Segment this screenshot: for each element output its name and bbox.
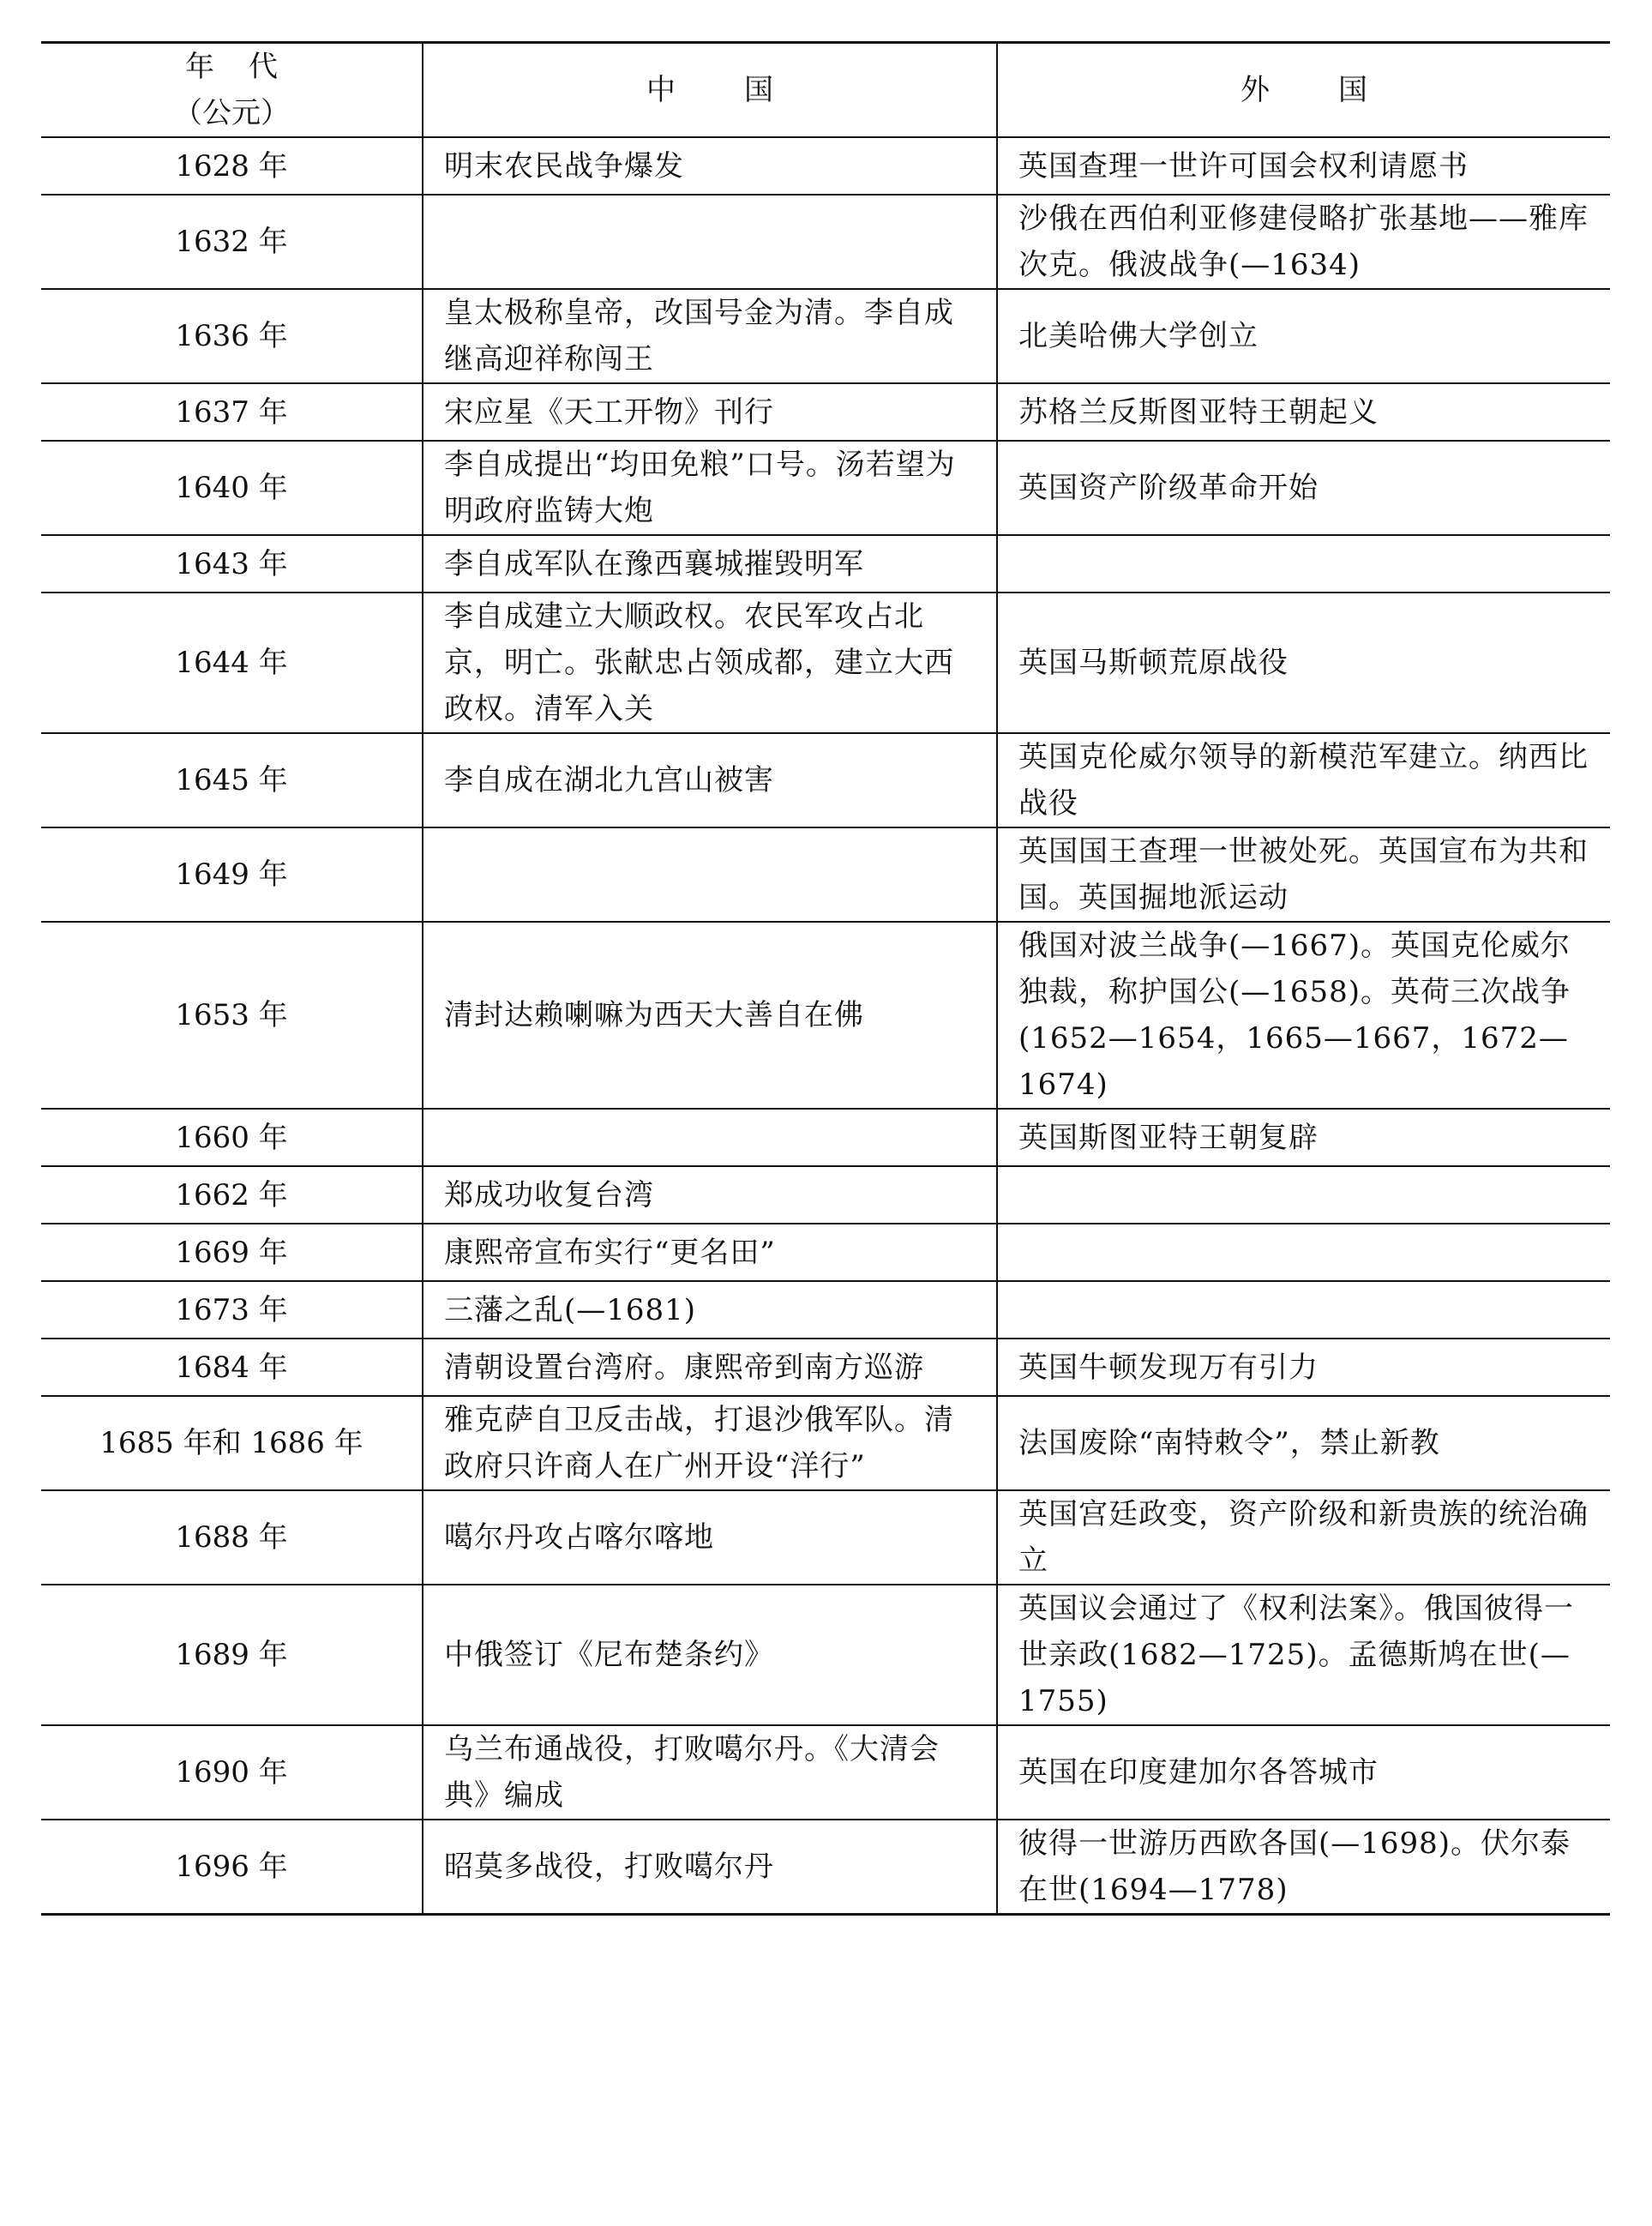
cell-foreign: 沙俄在西伯利亚修建侵略扩张基地——雅库次克。俄波战争(—1634) (997, 195, 1610, 289)
cell-china: 郑成功收复台湾 (423, 1166, 997, 1224)
cell-china: 乌兰布通战役，打败噶尔丹。《大清会典》编成 (423, 1725, 997, 1820)
table-row (41, 137, 1610, 195)
cell-foreign: 俄国对波兰战争(—1667)。英国克伦威尔独裁，称护国公(—1658)。英荷三次战争(1652—1654，1665—1667，1672—1674) (997, 922, 1610, 1109)
cell-foreign: 英国斯图亚特王朝复辟 (997, 1109, 1610, 1166)
cell-china: 雅克萨自卫反击战，打退沙俄军队。清政府只许商人在广州开设“洋行” (423, 1396, 997, 1490)
cell-foreign: 法国废除“南特敕令”，禁止新教 (997, 1396, 1610, 1490)
cell-year: 1689 年 (41, 1585, 423, 1725)
cell-china: 清封达赖喇嘛为西天大善自在佛 (423, 922, 997, 1109)
cell-foreign: 英国牛顿发现万有引力 (997, 1339, 1610, 1396)
header-foreign: 外国 (1241, 73, 1436, 107)
table-row (41, 827, 1610, 922)
table-row (41, 1396, 1610, 1490)
header-year (41, 43, 423, 138)
cell-year: 1644 年 (41, 593, 423, 733)
cell-china: 明末农民战争爆发 (423, 137, 997, 195)
table-row (41, 1109, 1610, 1166)
table-header-row (41, 43, 1610, 138)
cell-foreign: 英国查理一世许可国会权利请愿书 (997, 137, 1610, 195)
table-row (41, 1820, 1610, 1915)
cell-china (423, 195, 997, 289)
cell-year: 1662 年 (41, 1166, 423, 1224)
chronology-document (41, 41, 1610, 1916)
cell-year: 1637 年 (41, 383, 423, 441)
table-row (41, 1281, 1610, 1339)
cell-china: 李自成建立大顺政权。农民军攻占北京，明亡。张献忠占领成都，建立大西政权。清军入关 (423, 593, 997, 733)
cell-china: 昭莫多战役，打败噶尔丹 (423, 1820, 997, 1915)
cell-china: 李自成提出“均田免粮”口号。汤若望为明政府监铸大炮 (423, 441, 997, 535)
cell-china: 宋应星《天工开物》刊行 (423, 383, 997, 441)
header-year-sub: （公元） (173, 96, 290, 130)
cell-year: 1643 年 (41, 535, 423, 593)
cell-china: 噶尔丹攻占喀尔喀地 (423, 1490, 997, 1585)
table-row (41, 1224, 1610, 1281)
cell-china: 中俄签订《尼布楚条约》 (423, 1585, 997, 1725)
cell-year: 1690 年 (41, 1725, 423, 1820)
cell-year: 1673 年 (41, 1281, 423, 1339)
cell-foreign: 英国在印度建加尔各答城市 (997, 1725, 1610, 1820)
cell-year: 1688 年 (41, 1490, 423, 1585)
cell-foreign: 北美哈佛大学创立 (997, 289, 1610, 383)
cell-china (423, 1109, 997, 1166)
cell-china: 康熙帝宣布实行“更名田” (423, 1224, 997, 1281)
cell-foreign: 英国马斯顿荒原战役 (997, 593, 1610, 733)
cell-foreign: 英国议会通过了《权利法案》。俄国彼得一世亲政(1682—1725)。孟德斯鸠在世(—1755) (997, 1585, 1610, 1725)
cell-year: 1645 年 (41, 733, 423, 827)
chronology-table (41, 41, 1610, 1916)
cell-foreign: 苏格兰反斯图亚特王朝起义 (997, 383, 1610, 441)
table-row (41, 1490, 1610, 1585)
cell-year: 1628 年 (41, 137, 423, 195)
cell-year: 1636 年 (41, 289, 423, 383)
table-row (41, 535, 1610, 593)
cell-foreign (997, 1281, 1610, 1339)
cell-foreign (997, 1166, 1610, 1224)
cell-foreign: 英国国王查理一世被处死。英国宣布为共和国。英国掘地派运动 (997, 827, 1610, 922)
cell-china: 三藩之乱(—1681) (423, 1281, 997, 1339)
table-row (41, 733, 1610, 827)
header-year-title: 年代 (185, 50, 312, 84)
cell-year: 1660 年 (41, 1109, 423, 1166)
table-row (41, 593, 1610, 733)
cell-china (423, 827, 997, 922)
cell-year: 1696 年 (41, 1820, 423, 1915)
cell-year: 1685 年和 1686 年 (41, 1396, 423, 1490)
table-row (41, 1585, 1610, 1725)
cell-year: 1640 年 (41, 441, 423, 535)
cell-foreign (997, 1224, 1610, 1281)
cell-foreign: 彼得一世游历西欧各国(—1698)。伏尔泰在世(1694—1778) (997, 1820, 1610, 1915)
cell-foreign: 英国克伦威尔领导的新模范军建立。纳西比战役 (997, 733, 1610, 827)
header-china: 中国 (646, 73, 842, 107)
cell-year: 1653 年 (41, 922, 423, 1109)
table-row (41, 195, 1610, 289)
table-row (41, 1166, 1610, 1224)
table-row (41, 289, 1610, 383)
cell-foreign: 英国资产阶级革命开始 (997, 441, 1610, 535)
cell-year: 1669 年 (41, 1224, 423, 1281)
cell-year: 1649 年 (41, 827, 423, 922)
table-row (41, 441, 1610, 535)
cell-foreign (997, 535, 1610, 593)
table-body (41, 137, 1610, 1915)
table-row (41, 922, 1610, 1109)
table-row (41, 383, 1610, 441)
cell-china: 李自成军队在豫西襄城摧毁明军 (423, 535, 997, 593)
cell-china: 皇太极称皇帝，改国号金为清。李自成继高迎祥称闯王 (423, 289, 997, 383)
cell-foreign: 英国宫廷政变，资产阶级和新贵族的统治确立 (997, 1490, 1610, 1585)
cell-china: 清朝设置台湾府。康熙帝到南方巡游 (423, 1339, 997, 1396)
cell-year: 1632 年 (41, 195, 423, 289)
cell-china: 李自成在湖北九宫山被害 (423, 733, 997, 827)
table-row (41, 1339, 1610, 1396)
cell-year: 1684 年 (41, 1339, 423, 1396)
table-row (41, 1725, 1610, 1820)
